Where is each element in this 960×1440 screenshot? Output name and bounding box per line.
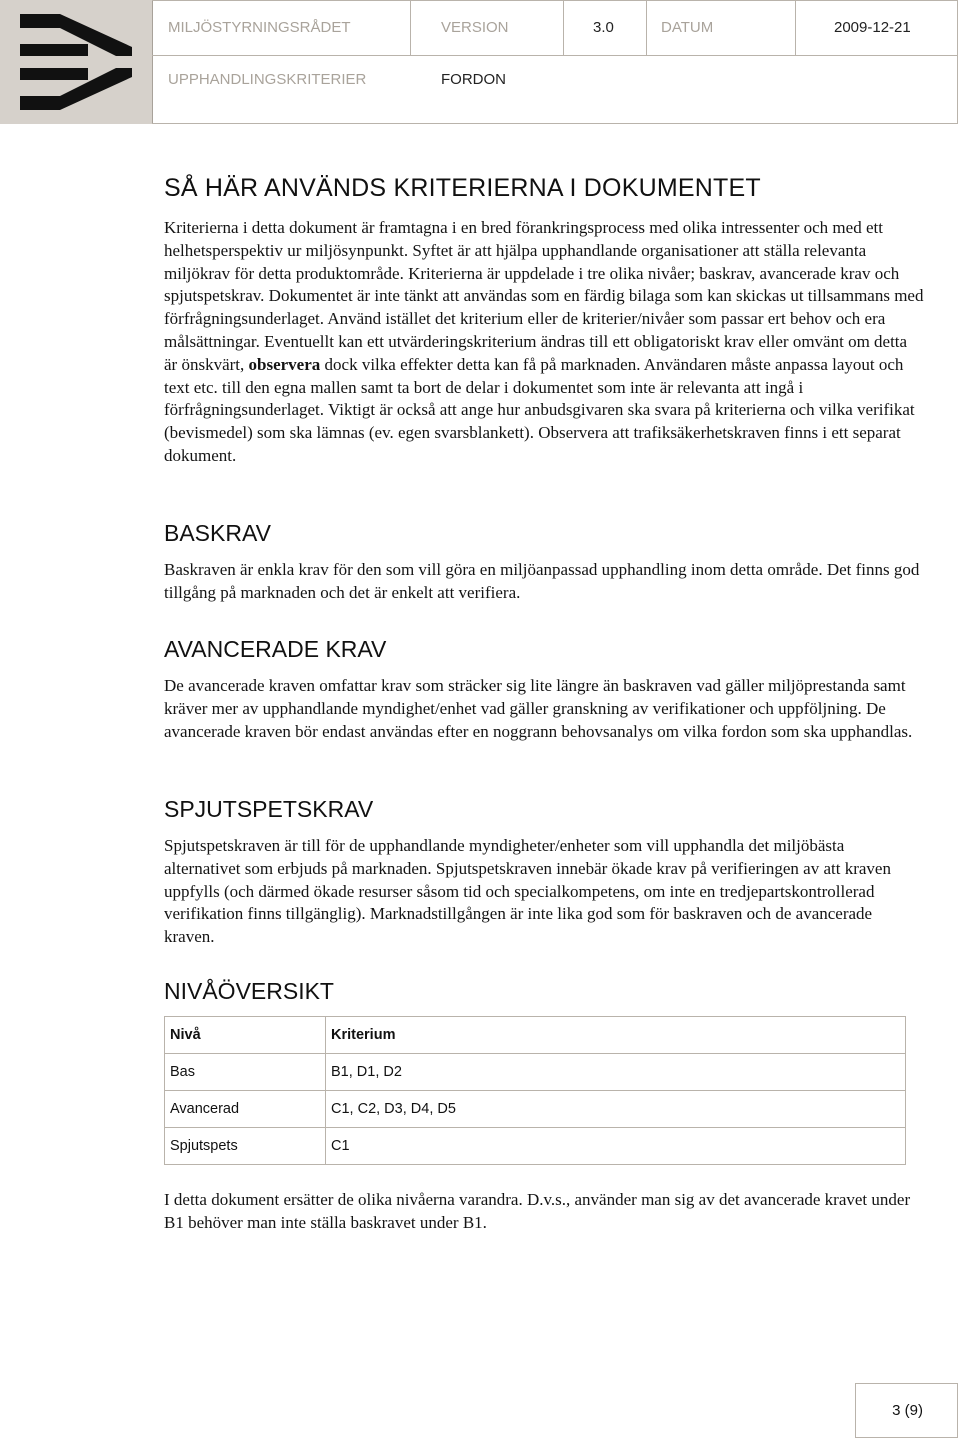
intro-paragraph: Kriterierna i detta dokument är framtagna i en bred förankringsprocess med olika intressenter och med ett helhetsperspektiv ur miljösynpunkt. Syftet är att hjälpa upphandlande organisationer att ställa relevanta miljökrav för detta produktområde. Kriterierna är uppdelade i tre olika nivåer; baskrav, avancerade krav och spjutspetskrav. Dokumentet är inte tänkt att användas som en färdig bilaga som kan skickas ut tillsammans med förfrågningsunderlaget. Använd istället det kriterium eller de kriterier/nivåer som passar ert behov och era målsättningar. Eventuellt kan ett utvärderingskriterium ändras till ett obligatoriskt krav eller omvänt om detta är önskvärt, observera dock vilka effekter detta kan få på marknaden. Användaren måste anpassa layout och text etc. till den egna mallen samt ta bort de delar i dokumentet som inte är relevanta att ingå i förfrågningsunderlaget. Viktigt är också att ange hur anbudsgivaren ska svara på kriterierna och vilka verifikat (bevismedel) som ska lämnas (ev. egen svarsblankett). Observera att trafiksäkerhetskraven finns i ett separat dokument.: [164, 218, 924, 465]
spjutspets-section: [164, 796, 924, 949]
emphasis-observera: observera: [248, 354, 321, 374]
level-cell: Bas: [165, 1054, 326, 1091]
doc-subject: FORDON: [441, 71, 506, 88]
avancerade-heading: AVANCERADE KRAV: [164, 636, 387, 662]
criteria-cell: B1, D1, D2: [326, 1054, 906, 1091]
msr-logo-icon: [20, 14, 132, 110]
level-cell: Spjutspets: [165, 1128, 326, 1165]
overview-heading: NIVÅÖVERSIKT: [164, 978, 334, 1004]
header-level: Nivå: [165, 1017, 326, 1054]
doc-type: UPPHANDLINGSKRITERIER: [168, 71, 367, 88]
overview-section: [164, 978, 924, 1005]
table-row: [165, 1054, 906, 1091]
level-cell: Avancerad: [165, 1091, 326, 1128]
version-value: 3.0: [593, 19, 614, 36]
criteria-cell: C1: [326, 1128, 906, 1165]
table-row: [165, 1091, 906, 1128]
page-number-box: [855, 1383, 958, 1438]
table-row: [165, 1128, 906, 1165]
document-header: [152, 0, 958, 124]
level-overview-table: [164, 1016, 906, 1165]
overview-note-section: [164, 1189, 924, 1235]
avancerade-section: [164, 636, 924, 743]
version-label: VERSION: [441, 19, 509, 36]
org-name: MILJÖSTYRNINGSRÅDET: [168, 19, 351, 36]
header-criteria: Kriterium: [326, 1017, 906, 1054]
spjutspets-paragraph: Spjutspetskraven är till för de upphandlande myndigheter/enheter som vill upphandla det miljöbästa alternativet som erbjuds på marknaden. Spjutspetskraven innebär ökade krav på verifieringen av att kraven uppfylls (och därmed ökade resurser såsom tid och specialkompetens, om inte en tredjepartskontrollerad verifikation finns tillgänglig). Marknadstillgången är inte lika god som för baskraven och de avancerade kraven.: [164, 836, 891, 947]
table-header-row: [165, 1017, 906, 1054]
avancerade-paragraph: De avancerade kraven omfattar krav som sträcker sig lite längre än baskraven vad gäller miljöprestanda samt kräver mer av upphandlande myndighet/enhet vad gäller granskning av verifikationer och uppföljning. De avancerade kraven bör endast användas efter en noggrann behovsanalys om vilka fordon som ska upphandlas.: [164, 676, 913, 741]
baskrav-section: [164, 520, 924, 605]
criteria-cell: C1, C2, D3, D4, D5: [326, 1091, 906, 1128]
overview-note: I detta dokument ersätter de olika nivåerna varandra. D.v.s., använder man sig av det avancerade kravet under B1 behöver man inte ställa baskravet under B1.: [164, 1190, 911, 1232]
intro-section: [164, 174, 924, 468]
baskrav-paragraph: Baskraven är enkla krav för den som vill göra en miljöanpassad upphandling inom detta område. Det finns god tillgång på marknaden och det är enkelt att verifiera.: [164, 560, 920, 602]
baskrav-heading: BASKRAV: [164, 520, 271, 546]
spjutspets-heading: SPJUTSPETSKRAV: [164, 796, 374, 822]
intro-heading: SÅ HÄR ANVÄNDS KRITERIERNA I DOKUMENTET: [164, 174, 761, 202]
date-label: DATUM: [661, 19, 714, 36]
page-number: 3 (9): [892, 1402, 923, 1419]
logo-area: [0, 0, 153, 124]
date-value: 2009-12-21: [834, 19, 911, 36]
